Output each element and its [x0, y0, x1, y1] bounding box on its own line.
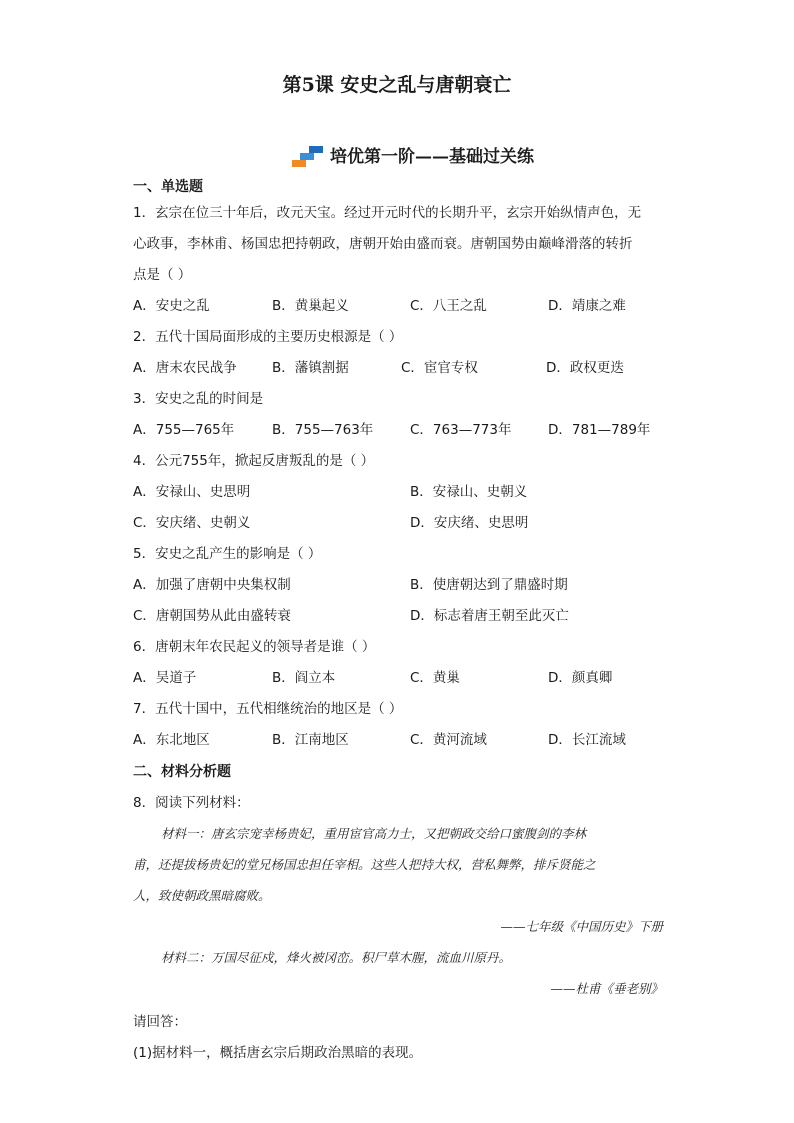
option-d: D．颜真卿 [548, 670, 613, 686]
question-3-options [133, 420, 663, 440]
question-5-stem: 5．安史之乱产生的影响是（ ） [133, 546, 322, 562]
option-a: A．安禄山、史思明 [133, 484, 251, 500]
question-1-line-1: 1．玄宗在位三十年后，改元天宝。经过开元时代的长期升平，玄宗开始纵情声色，无 [133, 205, 642, 221]
option-d: D．长江流域 [548, 732, 626, 748]
sub-question-1: (1)据材料一，概括唐玄宗后期政治黑暗的表现。 [133, 1045, 423, 1061]
option-b: B．755—763年 [272, 422, 374, 438]
option-c: C．宦官专权 [401, 360, 478, 376]
question-1-line-2: 心政事，李林甫、杨国忠把持朝政，唐朝开始由盛而衰。唐朝国势由巅峰滑落的转折 [133, 236, 633, 252]
material-1-line-1: 材料一：唐玄宗宠幸杨贵妃，重用宦官高力士，又把朝政交给口蜜腹剑的李林 [161, 826, 587, 841]
question-7-options [133, 730, 663, 750]
question-6-stem: 6．唐朝末年农民起义的领导者是谁（ ） [133, 639, 376, 655]
option-b: B．阎立本 [272, 670, 336, 686]
question-4-options-row-1 [133, 482, 663, 502]
banner-title: 培优第一阶——基础过关练 [330, 147, 534, 167]
question-1-line-3: 点是（ ） [133, 267, 192, 283]
option-c: C．黄巢 [410, 670, 460, 686]
question-4-stem: 4．公元755年，掀起反唐叛乱的是（ ） [133, 453, 375, 469]
question-6-options [133, 668, 663, 688]
question-2-stem: 2．五代十国局面形成的主要历史根源是（ ） [133, 329, 403, 345]
material-1-line-2: 甫，还提拔杨贵妃的堂兄杨国忠担任宰相。这些人把持大权，营私舞弊，排斥贤能之 [133, 857, 596, 872]
answer-prompt: 请回答： [133, 1014, 187, 1030]
question-2-options [133, 358, 663, 378]
question-5-options-row-1 [133, 575, 663, 595]
option-c: C．黄河流域 [410, 732, 487, 748]
option-a: A．加强了唐朝中央集权制 [133, 577, 291, 593]
page-title: 第5课 安史之乱与唐朝衰亡 [282, 74, 512, 96]
option-a: A．755—765年 [133, 422, 235, 438]
option-c: C．763—773年 [410, 422, 512, 438]
section-heading-single-choice: 一、单选题 [133, 179, 203, 195]
option-a: A．安史之乱 [133, 298, 210, 314]
question-3-stem: 3．安史之乱的时间是 [133, 391, 264, 407]
material-2-source: ——杜甫《垂老别》 [550, 981, 663, 996]
question-1-options [133, 296, 663, 316]
option-c: C．唐朝国势从此由盛转衰 [133, 608, 291, 624]
option-a: A．吴道子 [133, 670, 197, 686]
option-d: D．靖康之难 [548, 298, 626, 314]
material-1-source: ——七年级《中国历史》下册 [500, 919, 663, 934]
question-4-options-row-2 [133, 513, 663, 533]
option-b: B．安禄山、史朝义 [410, 484, 528, 500]
option-d: D．标志着唐王朝至此灭亡 [410, 608, 569, 624]
option-c: C．八王之乱 [410, 298, 487, 314]
option-d: D．781—789年 [548, 422, 651, 438]
option-b: B．江南地区 [272, 732, 349, 748]
option-b: B．使唐朝达到了鼎盛时期 [410, 577, 568, 593]
option-a: A．东北地区 [133, 732, 210, 748]
option-b: B．藩镇割据 [272, 360, 349, 376]
section-heading-material-analysis: 二、材料分析题 [133, 764, 231, 780]
question-7-stem: 7．五代十国中，五代相继统治的地区是（ ） [133, 701, 403, 717]
material-2-text: 材料二：万国尽征戍，烽火被冈峦。积尸草木腥，流血川原丹。 [161, 950, 512, 965]
option-d: D．安庆绪、史思明 [410, 515, 529, 531]
material-1-line-3: 人，致使朝政黑暗腐败。 [133, 888, 271, 903]
option-c: C．安庆绪、史朝义 [133, 515, 251, 531]
question-5-options-row-2 [133, 606, 663, 626]
option-a: A．唐末农民战争 [133, 360, 237, 376]
option-b: B．黄巢起义 [272, 298, 349, 314]
section-banner [0, 142, 794, 172]
question-8-stem: 8．阅读下列材料： [133, 795, 250, 811]
option-d: D．政权更迭 [546, 360, 624, 376]
stairs-icon [292, 144, 326, 170]
